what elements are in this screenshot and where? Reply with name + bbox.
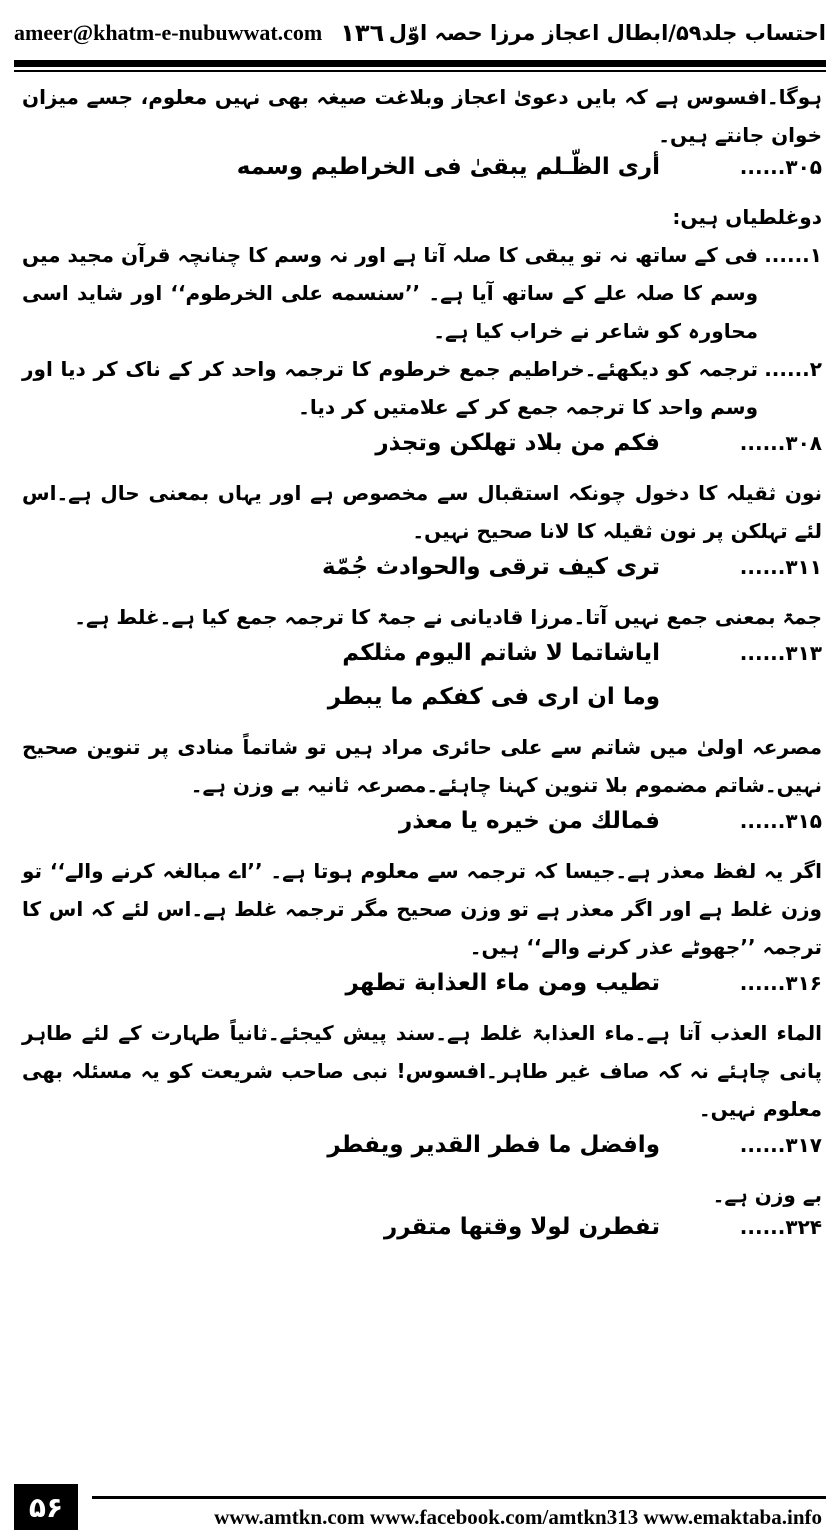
verse-313-second — [22, 684, 822, 728]
verse-text: وافضل ما فطر القدير ويفطر — [327, 1132, 660, 1158]
verse-311 — [22, 554, 822, 598]
commentary-paragraph: بے وزن ہے۔ — [712, 1183, 822, 1207]
verse-313 — [22, 640, 822, 684]
page-footer — [14, 1484, 826, 1530]
verse-number: ۳۰۵...... — [739, 155, 822, 179]
footer-page-number: ۵۶ — [14, 1484, 78, 1530]
commentary-paragraph: جمۃ بمعنی جمع نہیں آتا۔مرزا قادیانی نے جمۃ کا ترجمہ جمع کیا ہے۔غلط ہے۔ — [74, 605, 822, 629]
verse-number: ۳۱۱...... — [739, 555, 822, 579]
verse-316 — [22, 970, 822, 1014]
verse-text: أرى الظّـلم يبقىٰ فى الخراطيم وسمه — [236, 154, 660, 180]
note-item-1 — [22, 236, 822, 350]
verse-317 — [22, 1132, 822, 1176]
header-left — [14, 19, 384, 47]
header-rule-thin — [14, 70, 826, 72]
verse-text: وما ان ارى فى كفكم ما يبطر — [327, 684, 660, 710]
header-rule-thick — [14, 60, 826, 67]
verse-315 — [22, 808, 822, 852]
commentary-paragraph: اگر یہ لفظ معذر ہے۔جیسا کہ ترجمہ سے معلوم ہوتا ہے۔ ’’اے مبالغہ کرنے والے‘‘ تو وزن غلط ہے اور اگر معذر ہے تو وزن صحیح مگر ترجمہ غلط ہے۔اس لئے کہ اس کا ترجمہ ’’جھوٹے عذر کرنے والے‘‘ ہیں۔ — [22, 859, 822, 959]
header-email[interactable]: ameer@khatm-e-nubuwwat.com — [14, 20, 323, 45]
note-item-text: ترجمہ کو دیکھئے۔خراطیم جمع خرطوم کا ترجمہ واحد کر کے ناک کر دیا اور وسم واحد کا ترجمہ جمع کر کے علامتیں کر دیا۔ — [22, 357, 758, 419]
note-item-number: ۲...... — [764, 357, 822, 381]
note-label: دوغلطیاں ہیں: — [672, 205, 822, 229]
footer-links[interactable]: www.amtkn.com www.facebook.com/amtkn313 www.emaktaba.info — [214, 1505, 822, 1529]
commentary-paragraph: نون ثقیلہ کا دخول چونکہ استقبال سے مخصوص ہے اور یہاں بمعنی حال ہے۔اس لئے تہلکن پر نون ثقیلہ کا لانا صحیح نہیں۔ — [22, 481, 822, 543]
header-page-number: ١٣٦ — [340, 19, 385, 47]
note-item-2 — [22, 350, 822, 426]
verse-number: ۳۱۵...... — [739, 809, 822, 833]
verse-text: تفطرن لولا وقتها متقرر — [383, 1214, 660, 1240]
page-header — [14, 10, 826, 56]
verse-number: ۳۱۶...... — [739, 971, 822, 995]
header-title: احتساب جلد۵۹/ابطال اعجاز مرزا حصہ اوّل — [388, 21, 826, 45]
verse-number: ۳۱۳...... — [739, 641, 822, 665]
verse-text: ترى كيف ترقى والحوادث جُمّة — [321, 554, 660, 580]
note-item-text: فی کے ساتھ نہ تو یبقی کا صلہ آتا ہے اور نہ وسم کا چنانچہ قرآن مجید میں وسم کا صلہ علے کے ساتھ آیا ہے۔ ’’سنسمه علی الخرطوم‘‘ اور شاید اسی محاورہ کو شاعر نے خراب کیا ہے۔ — [22, 243, 758, 343]
verse-number: ۳۱۷...... — [739, 1133, 822, 1157]
verse-text: فمالك من خيره يا معذر — [398, 808, 660, 834]
commentary-paragraph: الماء العذب آتا ہے۔ماء العذابۃ غلط ہے۔سند پیش کیجئے۔ثانیاً طہارت کے لئے طاہر پانی چاہئے نہ کہ صاف غیر طاہر۔افسوس! نبی صاحب شریعت کو یہ مسئلہ بھی معلوم نہیں۔ — [22, 1021, 822, 1121]
verse-text: تطيب ومن ماء العذابة تطهر — [345, 970, 660, 996]
page-content — [22, 78, 822, 1258]
verse-text: فكم من بلاد تهلكن وتجذر — [375, 430, 660, 456]
intro-paragraph: ہوگا۔افسوس ہے کہ بایں دعویٰ اعجاز وبلاغت صیغہ بھی نہیں معلوم، جسے میزان خوان جانتے ہیں۔ — [22, 85, 822, 147]
verse-text: اياشاتما لا شاتم اليوم مثلكم — [342, 640, 660, 666]
verse-number: ۳۲۴...... — [739, 1215, 822, 1239]
verse-308 — [22, 430, 822, 474]
footer-rule — [92, 1496, 826, 1499]
footer-links-area — [78, 1484, 826, 1530]
note-item-number: ۱...... — [764, 243, 822, 267]
verse-305 — [22, 154, 822, 198]
verse-324 — [22, 1214, 822, 1258]
commentary-paragraph: مصرعہ اولیٰ میں شاتم سے علی حائری مراد ہیں تو شاتماً منادی پر تنوین صحیح نہیں۔شاتم مضموم بلا تنوین کہنا چاہئے۔مصرعہ ثانیہ بے وزن ہے۔ — [22, 735, 822, 797]
verse-number: ۳۰۸...... — [739, 431, 822, 455]
